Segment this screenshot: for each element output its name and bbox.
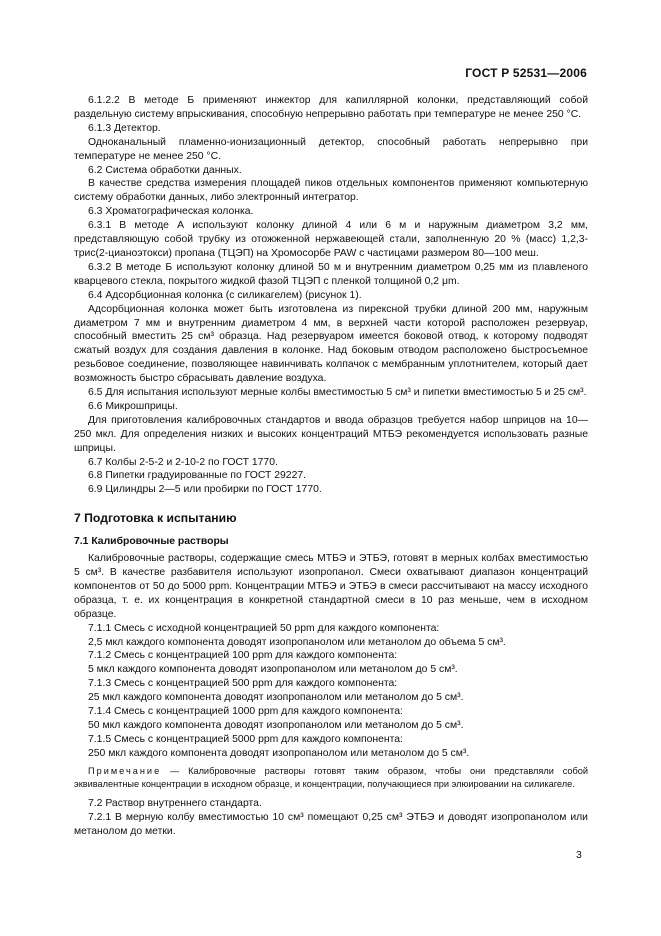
list-item: 7.1.2 Смесь с концентрацией 100 ppm для каждого компонента: <box>88 650 398 662</box>
section-heading: 7 Подготовка к испытанию <box>74 511 237 526</box>
paragraph: 6.7 Колбы 2-5-2 и 2-10-2 по ГОСТ 1770. <box>88 456 278 468</box>
paragraph: 6.6 Микрошприцы. <box>88 400 178 412</box>
paragraph: 7.2 Раствор внутреннего стандарта. <box>88 797 262 809</box>
paragraph: Калибровочные растворы, содержащие смесь МТБЭ и ЭТБЭ, готовят в мерных колбах вместимостью 5 см³. В качестве разбавителя используют изопропанол. Смеси охватывают диапазон концентраций компонентов от 50 до 5000 ppm. Концентрации МТБЭ и ЭТБЭ в смеси рассчитывают на массу исходного образца, т. е. их концентрация в конкретной стандартной смеси в 10 раз меньше, чем в исходном образце. <box>74 553 588 620</box>
list-item: 25 мкл каждого компонента доводят изопропанолом или метанолом до 5 см³. <box>88 692 464 704</box>
list-item: 7.1.3 Смесь с концентрацией 500 ppm для каждого компонента: <box>88 678 398 690</box>
paragraph: 6.1.2.2 В методе Б применяют инжектор для капиллярной колонки, представляющий собой раздельную систему впрыскивания, способную непрерывно работать при температуре не менее 250 °С. <box>74 95 588 120</box>
paragraph: В качестве средства измерения площадей пиков отдельных компонентов применяют компьютерную систему обработки данных, либо электронный интегратор. <box>74 178 588 204</box>
note-text: — Калибровочные растворы готовят таким образом, чтобы они представляли собой эквивалентные концентрации в исходном образце, и концентрации, получающиеся при элюировании на силикагеле. <box>74 765 588 789</box>
list-item: 7.1.1 Смесь с исходной концентрацией 50 ppm для каждого компонента: <box>88 622 440 634</box>
paragraph: Адсорбционная колонка может быть изготовлена из пирексной трубки длиной 200 мм, наружным диаметром 7 мм и внутренним диаметром 4 мм, в верхней части которой расположен резервуар, способный вместить 25 см³ образца. Над резервуаром имеется боковой отвод, к которому подводят сжатый воздух для создания давления в колонке. Над боковым отводом расположено быстросъемное резьбовое соединение, позволяющее навинчивать колпачок с мембранным уплотнителем, который дает возможность быстро сбрасывать давление воздуха. <box>74 303 588 385</box>
paragraph: 6.8 Пипетки градуированные по ГОСТ 29227. <box>88 470 307 482</box>
list-item: 50 мкл каждого компонента доводят изопропанолом или метанолом до 5 см³. <box>88 719 464 731</box>
paragraph: 6.3.2 В методе Б используют колонку длиной 50 м и внутренним диаметром 0,25 мм из плавленого кварцевого стекла, покрытого жидкой фазой ТЦЭП с пленкой толщиной 0,2 μm. <box>74 261 588 287</box>
list-item: 250 мкл каждого компонента доводят изопропанолом или метанолом до 5 см³. <box>88 747 470 759</box>
subsection-heading: 7.1 Калибровочные растворы <box>74 536 229 548</box>
paragraph: 6.3 Хроматографическая колонка. <box>88 206 254 218</box>
paragraph: 6.5 Для испытания используют мерные колбы вместимостью 5 см³ и пипетки вместимостью 5 и 25 см³. <box>88 387 587 399</box>
paragraph: 6.9 Цилиндры 2—5 или пробирки по ГОСТ 1770. <box>88 484 322 496</box>
page-number: 3 <box>576 850 582 861</box>
paragraph: 6.3.1 В методе А используют колонку длиной 4 или 6 м и наружным диаметром 3,2 мм, представляющую собой трубку из отожженной нержавеющей стали, заполненную 20 % (масс) 1,2,3-трис(2-цианоэтокси) пропана (ТЦЭП) на Хромосорбе PAW с частицами размером 80—100 меш. <box>74 220 588 259</box>
document-body <box>74 94 588 838</box>
paragraph: 6.1.3 Детектор. <box>88 122 161 134</box>
paragraph: Одноканальный пламенно-ионизационный детектор, способный работать непрерывно при температуре не менее 250 °С. <box>74 136 588 162</box>
list-item: 2,5 мкл каждого компонента доводят изопропанолом или метанолом до объема 5 см³. <box>88 636 506 648</box>
document-header: ГОСТ Р 52531—2006 <box>465 66 587 80</box>
paragraph: 7.2.1 В мерную колбу вместимостью 10 см³ помещают 0,25 см³ ЭТБЭ и доводят изопропанолом или метанолом до метки. <box>74 811 588 837</box>
note <box>74 765 588 791</box>
note-label: Примечание <box>88 765 162 776</box>
paragraph: Для приготовления калибровочных стандартов и ввода образцов требуется набор шприцов на 10—250 мкл. Для определения низких и высоких концентраций МТБЭ рекомендуется использовать разные шприцы. <box>74 414 588 454</box>
paragraph: 6.4 Адсорбционная колонка (с силикагелем) (рисунок 1). <box>88 289 362 301</box>
paragraph: 6.2 Система обработки данных. <box>88 164 242 176</box>
list-item: 7.1.4 Смесь с концентрацией 1000 ppm для каждого компонента: <box>88 706 403 718</box>
list-item: 5 мкл каждого компонента доводят изопропанолом или метанолом до 5 см³. <box>88 664 458 676</box>
list-item: 7.1.5 Смесь с концентрацией 5000 ppm для каждого компонента: <box>88 733 403 745</box>
